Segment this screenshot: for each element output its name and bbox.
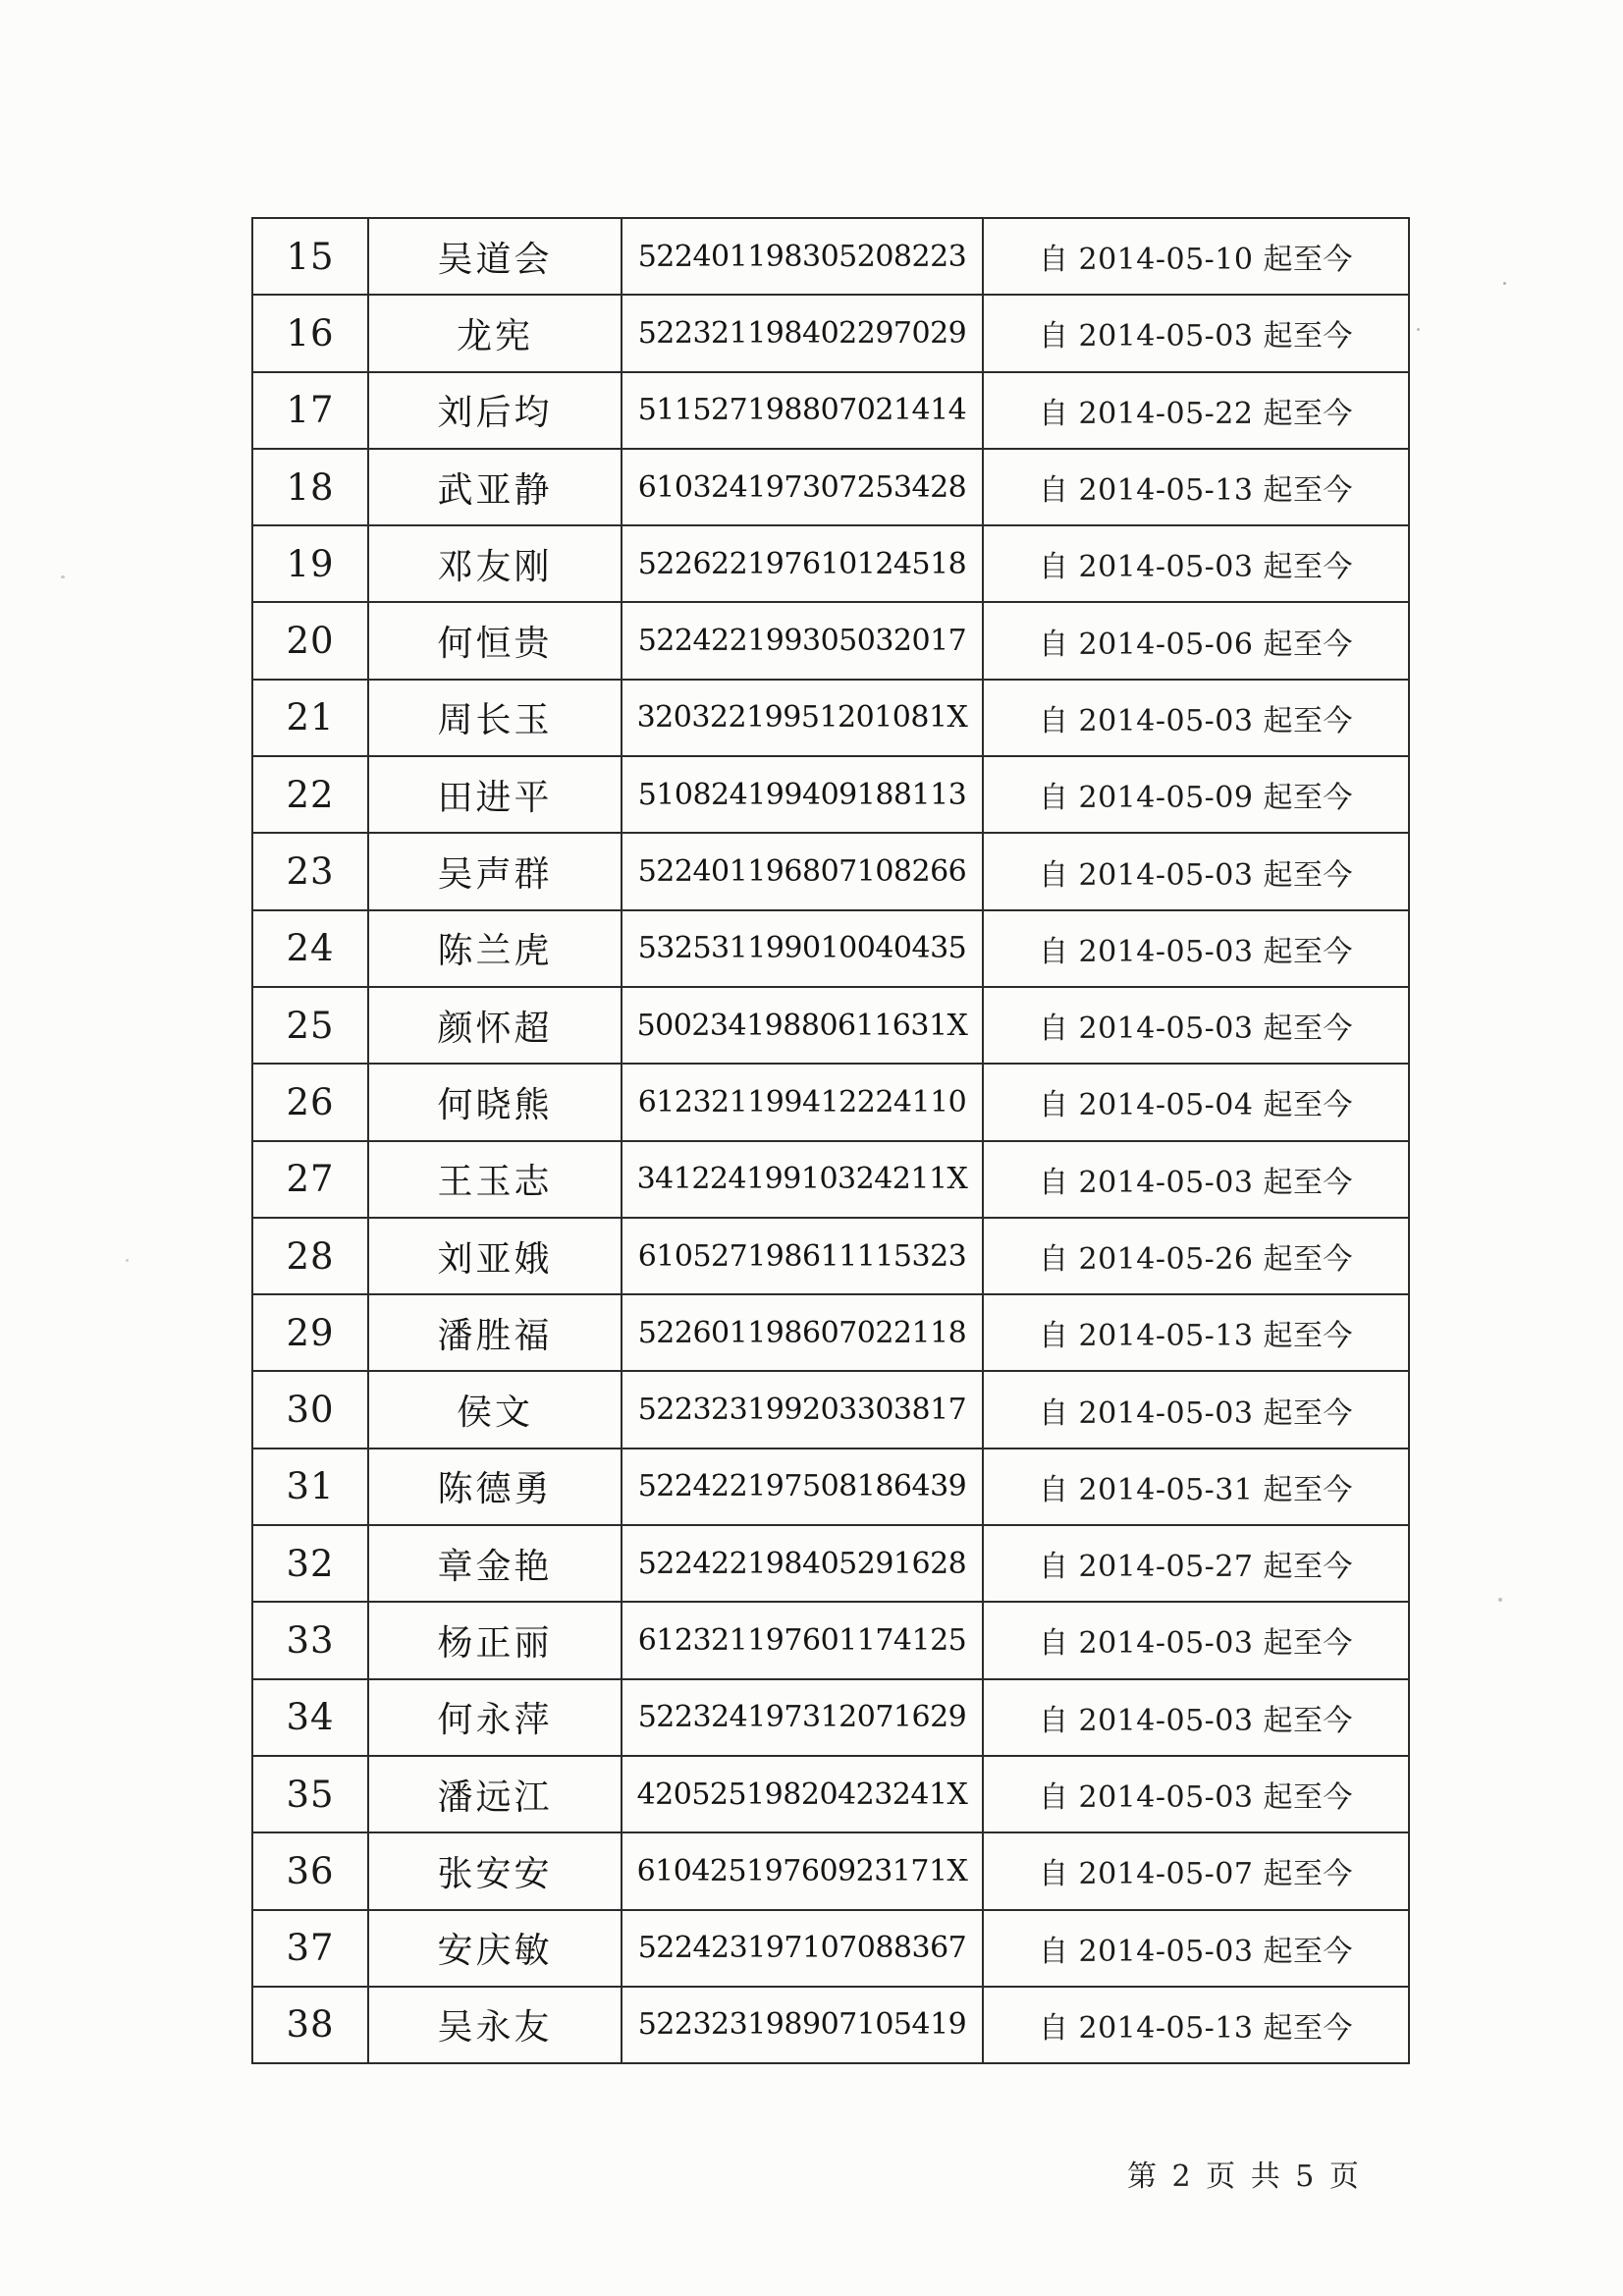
name-cell: 龙宪: [369, 296, 622, 372]
table-row: [253, 1065, 1410, 1141]
row-index-cell: 31: [253, 1449, 369, 1526]
row-index-cell: 25: [253, 988, 369, 1065]
name-cell: 潘远江: [369, 1757, 622, 1833]
name-cell: 田进平: [369, 757, 622, 834]
row-index-cell: 26: [253, 1065, 369, 1141]
table-row: [253, 373, 1410, 450]
period-cell: 自 2014-05-13 起至今: [984, 1988, 1410, 2064]
period-cell: 自 2014-05-26 起至今: [984, 1219, 1410, 1295]
row-index-cell: 34: [253, 1680, 369, 1757]
table-row: [253, 1526, 1410, 1603]
table-row: [253, 911, 1410, 988]
id-number-cell: 511527198807021414: [622, 373, 984, 450]
id-number-cell: 50023419880611631X: [622, 988, 984, 1065]
scan-speck: [126, 1259, 129, 1262]
id-number-cell: 522323198907105419: [622, 1988, 984, 2064]
period-cell: 自 2014-05-03 起至今: [984, 988, 1410, 1065]
scan-speck: [61, 575, 65, 578]
id-number-cell: 522422197508186439: [622, 1449, 984, 1526]
row-index-cell: 36: [253, 1833, 369, 1910]
name-cell: 张安安: [369, 1833, 622, 1910]
row-index-cell: 38: [253, 1988, 369, 2064]
id-number-cell: 612321197601174125: [622, 1603, 984, 1679]
period-cell: 自 2014-05-04 起至今: [984, 1065, 1410, 1141]
name-cell: 何恒贵: [369, 603, 622, 680]
row-index-cell: 21: [253, 681, 369, 757]
period-cell: 自 2014-05-03 起至今: [984, 911, 1410, 988]
id-number-cell: 32032219951201081X: [622, 681, 984, 757]
id-number-cell: 522324197312071629: [622, 1680, 984, 1757]
name-cell: 颜怀超: [369, 988, 622, 1065]
period-cell: 自 2014-05-13 起至今: [984, 450, 1410, 526]
name-cell: 安庆敏: [369, 1911, 622, 1988]
id-number-cell: 532531199010040435: [622, 911, 984, 988]
period-cell: 自 2014-05-03 起至今: [984, 1142, 1410, 1219]
period-cell: 自 2014-05-13 起至今: [984, 1295, 1410, 1372]
period-cell: 自 2014-05-03 起至今: [984, 681, 1410, 757]
name-cell: 何晓熊: [369, 1065, 622, 1141]
period-cell: 自 2014-05-03 起至今: [984, 526, 1410, 603]
page-footer: 第 2 页 共 5 页: [1127, 2159, 1362, 2194]
row-index-cell: 33: [253, 1603, 369, 1679]
name-cell: 陈德勇: [369, 1449, 622, 1526]
table-row: [253, 834, 1410, 910]
name-cell: 武亚静: [369, 450, 622, 526]
period-cell: 自 2014-05-27 起至今: [984, 1526, 1410, 1603]
table-row: [253, 1757, 1410, 1833]
row-index-cell: 24: [253, 911, 369, 988]
period-cell: 自 2014-05-03 起至今: [984, 834, 1410, 910]
row-index-cell: 35: [253, 1757, 369, 1833]
id-number-cell: 522622197610124518: [622, 526, 984, 603]
row-index-cell: 18: [253, 450, 369, 526]
period-cell: 自 2014-05-03 起至今: [984, 296, 1410, 372]
row-index-cell: 20: [253, 603, 369, 680]
name-cell: 侯文: [369, 1372, 622, 1449]
name-cell: 吴声群: [369, 834, 622, 910]
row-index-cell: 37: [253, 1911, 369, 1988]
table-row: [253, 296, 1410, 372]
name-cell: 何永萍: [369, 1680, 622, 1757]
table-row: [253, 603, 1410, 680]
table-row: [253, 1295, 1410, 1372]
table-row: [253, 1680, 1410, 1757]
row-index-cell: 29: [253, 1295, 369, 1372]
id-number-cell: 612321199412224110: [622, 1065, 984, 1141]
id-number-cell: 522601198607022118: [622, 1295, 984, 1372]
id-number-cell: 522401196807108266: [622, 834, 984, 910]
row-index-cell: 27: [253, 1142, 369, 1219]
name-cell: 周长玉: [369, 681, 622, 757]
table-row: [253, 681, 1410, 757]
table-row: [253, 1219, 1410, 1295]
name-cell: 王玉志: [369, 1142, 622, 1219]
roster-table: [251, 217, 1410, 2064]
id-number-cell: 522321198402297029: [622, 296, 984, 372]
table-row: [253, 757, 1410, 834]
id-number-cell: 522401198305208223: [622, 219, 984, 296]
period-cell: 自 2014-05-22 起至今: [984, 373, 1410, 450]
scan-speck: [1498, 1598, 1502, 1602]
period-cell: 自 2014-05-03 起至今: [984, 1911, 1410, 1988]
id-number-cell: 42052519820423241X: [622, 1757, 984, 1833]
table-row: [253, 1603, 1410, 1679]
row-index-cell: 16: [253, 296, 369, 372]
scan-speck: [1417, 328, 1420, 331]
period-cell: 自 2014-05-06 起至今: [984, 603, 1410, 680]
name-cell: 吴道会: [369, 219, 622, 296]
name-cell: 吴永友: [369, 1988, 622, 2064]
period-cell: 自 2014-05-07 起至今: [984, 1833, 1410, 1910]
table-row: [253, 1833, 1410, 1910]
id-number-cell: 522422198405291628: [622, 1526, 984, 1603]
period-cell: 自 2014-05-03 起至今: [984, 1603, 1410, 1679]
row-index-cell: 22: [253, 757, 369, 834]
table-row: [253, 988, 1410, 1065]
name-cell: 章金艳: [369, 1526, 622, 1603]
id-number-cell: 522323199203303817: [622, 1372, 984, 1449]
row-index-cell: 23: [253, 834, 369, 910]
name-cell: 潘胜福: [369, 1295, 622, 1372]
row-index-cell: 15: [253, 219, 369, 296]
period-cell: 自 2014-05-10 起至今: [984, 219, 1410, 296]
period-cell: 自 2014-05-03 起至今: [984, 1680, 1410, 1757]
period-cell: 自 2014-05-31 起至今: [984, 1449, 1410, 1526]
row-index-cell: 32: [253, 1526, 369, 1603]
table-row: [253, 219, 1410, 296]
id-number-cell: 610527198611115323: [622, 1219, 984, 1295]
table-row: [253, 1372, 1410, 1449]
name-cell: 邓友刚: [369, 526, 622, 603]
id-number-cell: 610324197307253428: [622, 450, 984, 526]
row-index-cell: 28: [253, 1219, 369, 1295]
id-number-cell: 522422199305032017: [622, 603, 984, 680]
id-number-cell: 510824199409188113: [622, 757, 984, 834]
table-row: [253, 1142, 1410, 1219]
row-index-cell: 30: [253, 1372, 369, 1449]
table-row: [253, 1911, 1410, 1988]
name-cell: 杨正丽: [369, 1603, 622, 1679]
id-number-cell: 61042519760923171X: [622, 1833, 984, 1910]
table-row: [253, 450, 1410, 526]
row-index-cell: 17: [253, 373, 369, 450]
period-cell: 自 2014-05-03 起至今: [984, 1372, 1410, 1449]
name-cell: 陈兰虎: [369, 911, 622, 988]
table-row: [253, 1988, 1410, 2064]
name-cell: 刘亚娥: [369, 1219, 622, 1295]
table-row: [253, 1449, 1410, 1526]
id-number-cell: 34122419910324211X: [622, 1142, 984, 1219]
name-cell: 刘后均: [369, 373, 622, 450]
period-cell: 自 2014-05-09 起至今: [984, 757, 1410, 834]
table-row: [253, 526, 1410, 603]
scan-speck: [1503, 282, 1506, 285]
id-number-cell: 522423197107088367: [622, 1911, 984, 1988]
period-cell: 自 2014-05-03 起至今: [984, 1757, 1410, 1833]
row-index-cell: 19: [253, 526, 369, 603]
